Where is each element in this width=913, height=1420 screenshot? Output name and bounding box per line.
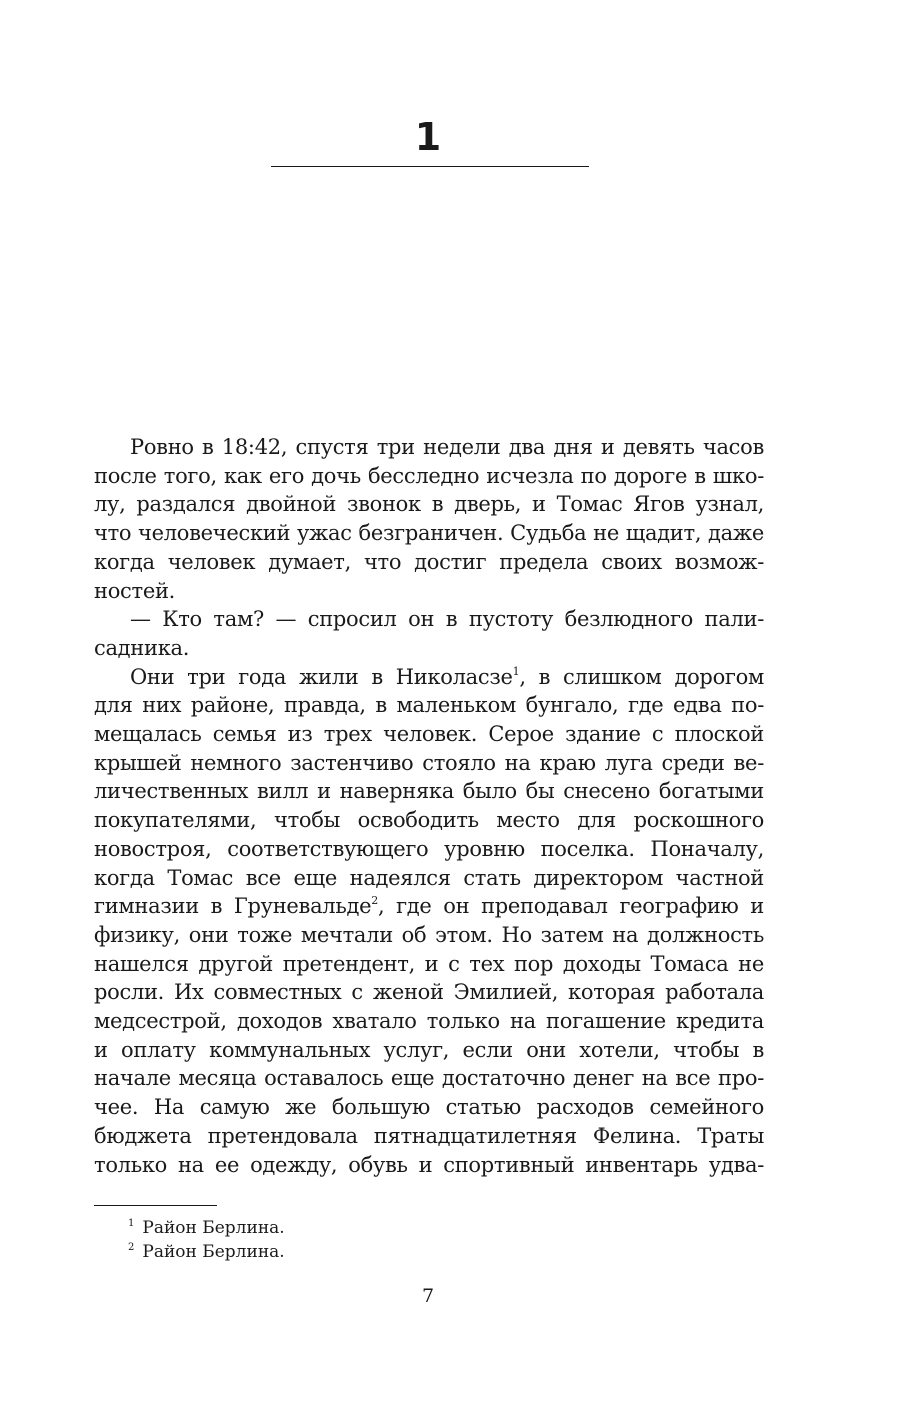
footnote-ref-1[interactable]: 1 [512, 664, 520, 678]
footnote-mark: 1 [128, 1218, 135, 1229]
text-line: когда человек думает, что достиг предела своих возмож- [94, 549, 764, 574]
text-line: только на ее одежду, обувь и спортивный инвентарь удва- [94, 1152, 764, 1177]
chapter-rule [271, 166, 589, 167]
text-line: медсестрой, доходов хватало только на погашение кредита [94, 1009, 764, 1034]
text-line: садника. [94, 635, 190, 660]
text-line: физику, они тоже мечтали об этом. Но затем на должность [94, 922, 764, 947]
footnote-ref-2[interactable]: 2 [371, 894, 378, 908]
text-line: бюджета претендовала пятнадцатилетняя Фелина. Траты [94, 1123, 764, 1148]
text-line: ностей. [94, 578, 176, 603]
text-run: Они три года жили в Николасзе [130, 664, 513, 689]
paragraph-2 [94, 605, 764, 662]
text-line: нашелся другой претендент, и с тех пор доходы Томаса не [94, 951, 764, 976]
text-line: что человеческий ужас безграничен. Судьба не щадит, даже [94, 521, 764, 546]
text-line: и оплату коммунальных услуг, если они хотели, чтобы в [94, 1037, 764, 1062]
text-line: Ровно в 18:42, спустя три недели два дня и девять часов [130, 435, 764, 459]
text-line: когда Томас все еще надеялся стать директором частной [94, 865, 764, 890]
text-line: покупателями, чтобы освободить место для роскошного [94, 808, 764, 833]
text-line: новостроя, соответствующего уровню поселка. Поначалу, [94, 836, 764, 861]
footnote [128, 1216, 285, 1240]
text-line: чее. На самую же большую статью расходов семейного [94, 1095, 764, 1120]
paragraph-1 [94, 433, 764, 605]
text-run: гимназии в Груневальде [94, 894, 372, 919]
text-line: лу, раздался двойной звонок в дверь, и Томас Ягов узнал, [94, 492, 764, 517]
footnote-text: Район Берлина. [142, 1242, 285, 1262]
page-number: 7 [421, 1285, 435, 1307]
paragraph-3 [94, 663, 764, 1180]
footnote-text: Район Берлина. [142, 1218, 285, 1238]
text-line: росли. Их совместных с женой Эмилией, которая работала [94, 980, 764, 1005]
text-line: — Кто там? — спросил он в пустоту безлюдного пали- [130, 607, 764, 632]
text-line: для них районе, правда, в маленьком бунгало, где едва по- [94, 693, 764, 718]
text-line: личественных вилл и наверняка было бы снесено богатыми [94, 779, 764, 804]
text-line: начале месяца оставалось еще достаточно денег на все про- [94, 1066, 764, 1091]
footnote-rule [94, 1205, 217, 1206]
text-line [94, 663, 764, 692]
chapter-number: 1 [414, 115, 442, 159]
text-line: крышей немного застенчиво стояло на краю луга среди ве- [94, 750, 764, 775]
text-run: , где он преподавал географию и [377, 894, 764, 919]
text-line [94, 892, 764, 921]
text-run: , в слишком дорогом [519, 664, 764, 689]
body-text [94, 433, 764, 1179]
text-line: мещалась семья из трех человек. Серое здание с плоской [94, 722, 764, 747]
text-line: после того, как его дочь бесследно исчезла по дороге в шко- [94, 463, 764, 488]
footnotes [128, 1216, 285, 1264]
footnote-mark: 2 [128, 1242, 135, 1253]
footnote [128, 1240, 285, 1264]
